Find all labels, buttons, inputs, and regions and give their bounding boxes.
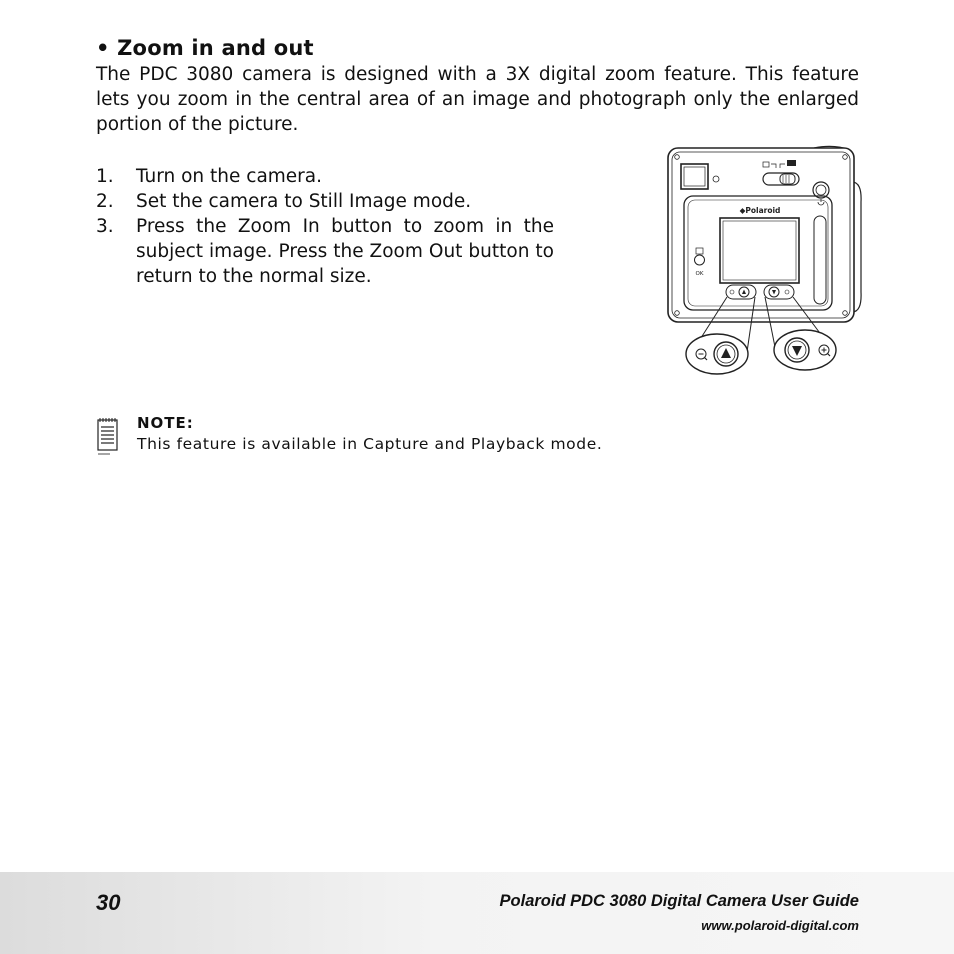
step-number: 1.: [96, 166, 114, 187]
steps-list: [96, 164, 554, 289]
camera-illustration: [664, 142, 864, 382]
list-item: [96, 189, 554, 214]
footer-band: [0, 872, 954, 954]
zoom-in-icon: [774, 330, 836, 370]
page-number: 30: [96, 890, 121, 915]
step-number: 3.: [96, 216, 114, 237]
note-title: NOTE:: [137, 414, 194, 432]
list-item: [96, 214, 554, 289]
note-text: This feature is available in Capture and Playback mode.: [137, 435, 603, 453]
website-url: www.polaroid-digital.com: [701, 918, 859, 933]
intro-paragraph: The PDC 3080 camera is designed with a 3X digital zoom feature. This feature lets you zoom in the central area of an image and photograph only the enlarged portion of the picture.: [96, 64, 859, 135]
section-heading: • Zoom in and out: [96, 36, 314, 60]
step-number: 2.: [96, 191, 114, 212]
zoom-out-icon: [686, 334, 748, 374]
brand-logo: ◆Polaroid: [739, 206, 781, 215]
step-text: Turn on the camera.: [136, 166, 323, 187]
step-text: Set the camera to Still Image mode.: [136, 191, 472, 212]
guide-title: Polaroid PDC 3080 Digital Camera User Guide: [499, 892, 859, 910]
ok-label: OK: [695, 271, 704, 277]
step-text: Press the Zoom In button to zoom in the subject image. Press the Zoom Out button to return to the normal size.: [136, 216, 554, 287]
notepad-icon: [96, 416, 120, 456]
list-item: [96, 164, 554, 189]
